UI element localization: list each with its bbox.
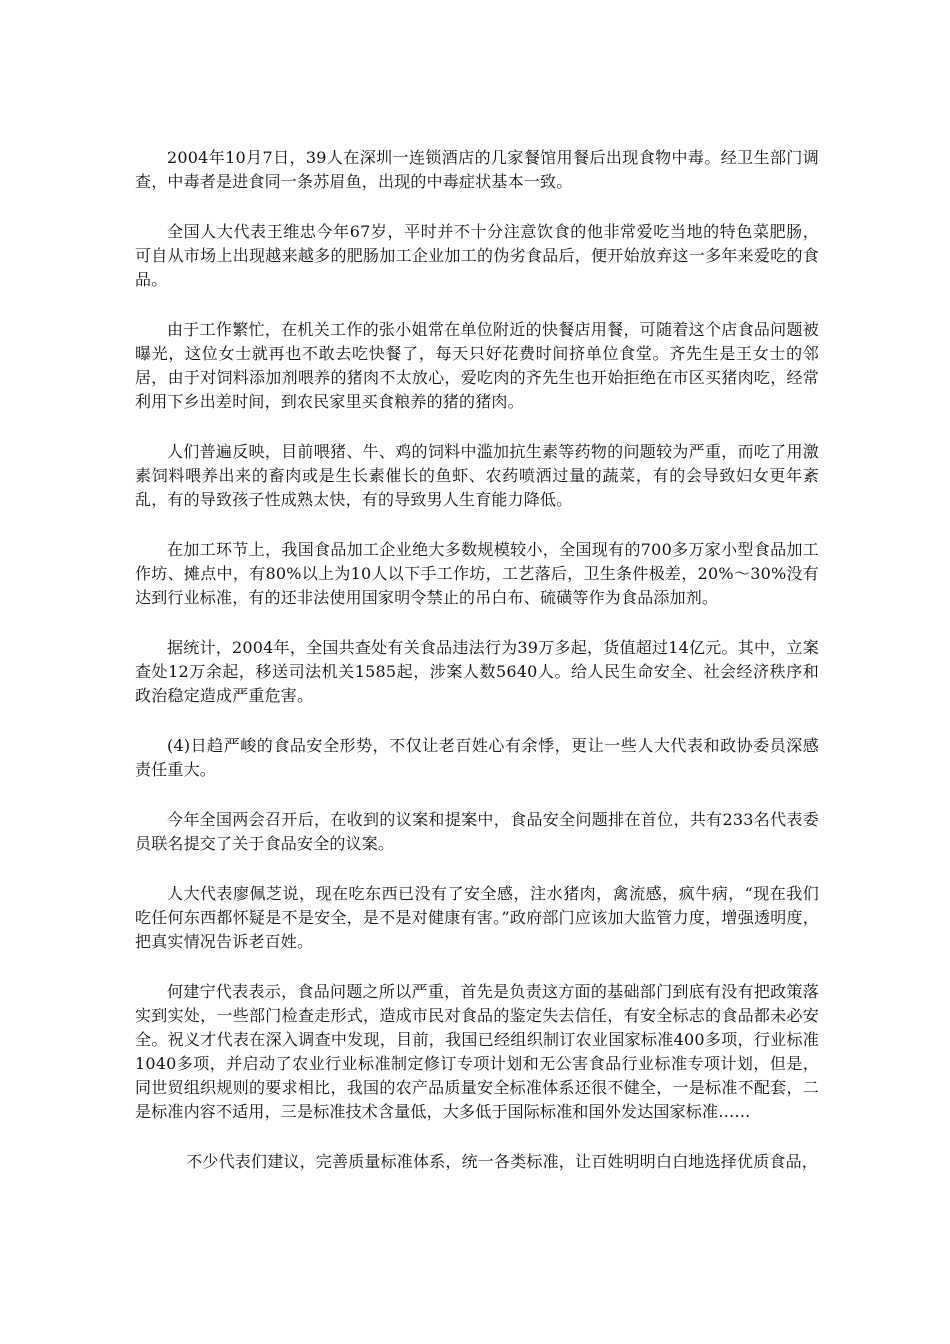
paragraph-5: 在加工环节上，我国食品加工企业绝大多数规模较小，全国现有的700多万家小型食品加工作坊、摊点中，有80%以上为10人以下手工作坊，工艺落后，卫生条件极差，20%～30%没有达到行业标准，有的还非法使用国家明令禁止的吊白布、硫磺等作为食品添加剂。 [135,540,819,607]
paragraph-7: (4)日趋严峻的食品安全形势，不仅让老百姓心有余悸，更让一些人大代表和政协委员深感责任重大。 [135,736,819,779]
paragraph-10: 何建宁代表表示，食品问题之所以严重，首先是负责这方面的基础部门到底有没有把政策落实到实处，一些部门检查走形式，造成市民对食品的鉴定失去信任，有安全标志的食品都未必安全。祝义才代表在深入调查中发现，目前，我国已经组织制订农业国家标准400多项，行业标准1040多项，并启动了农业行业标准制定修订专项计划和无公害食品行业标准专项计划，但是，同世贸组织规则的要求相比，我国的农产品质量安全标准体系还很不健全，一是标准不配套，二是标准内容不适用，三是标准技术含量低，大多低于国际标准和国外发达国家标准…… [135,982,819,1121]
paragraph-8: 今年全国两会召开后，在收到的议案和提案中，食品安全问题排在首位，共有233名代表委员联名提交了关于食品安全的议案。 [135,810,819,853]
paragraph-6: 据统计，2004年，全国共查处有关食品违法行为39万多起，货值超过14亿元。其中，立案查处12万余起，移送司法机关1585起，涉案人数5640人。给人民生命安全、社会经济秩序和政治稳定造成严重危害。 [135,638,819,705]
paragraph-9: 人大代表廖佩芝说，现在吃东西已没有了安全感，注水猪肉，禽流感，疯牛病，“现在我们吃任何东西都怀疑是不是安全，是不是对健康有害。”政府部门应该加大监管力度，增强透明度，把真实情况告诉老百姓。 [135,884,819,951]
paragraph-3: 由于工作繁忙，在机关工作的张小姐常在单位附近的快餐店用餐，可随着这个店食品问题被曝光，这位女士就再也不敢去吃快餐了，每天只好花费时间挤单位食堂。齐先生是王女士的邻居，由于对饲料添加剂喂养的猪肉不太放心，爱吃肉的齐先生也开始拒绝在市区买猪肉吃，经常利用下乡出差时间，到农民家里买食粮养的猪的猪肉。 [135,320,819,411]
paragraph-11: 不少代表们建议，完善质量标准体系，统一各类标准，让百姓明明白白地选择优质食品， [186,1152,818,1171]
article-body [135,146,819,1174]
paragraph-1: 2004年10月7日，39人在深圳一连锁酒店的几家餐馆用餐后出现食物中毒。经卫生部门调查，中毒者是进食同一条苏眉鱼，出现的中毒症状基本一致。 [135,148,819,191]
paragraph-4: 人们普遍反映，目前喂猪、牛、鸡的饲料中滥加抗生素等药物的问题较为严重，而吃了用激素饲料喂养出来的畜肉或是生长素催长的鱼虾、农药喷洒过量的蔬菜，有的会导致妇女更年紊乱，有的导致孩子性成熟太快，有的导致男人生育能力降低。 [135,442,819,509]
paragraph-2: 全国人大代表王维忠今年67岁，平时并不十分注意饮食的他非常爱吃当地的特色菜肥肠，可自从市场上出现越来越多的肥肠加工企业加工的伪劣食品后，便开始放弃这一多年来爱吃的食品。 [135,222,819,289]
